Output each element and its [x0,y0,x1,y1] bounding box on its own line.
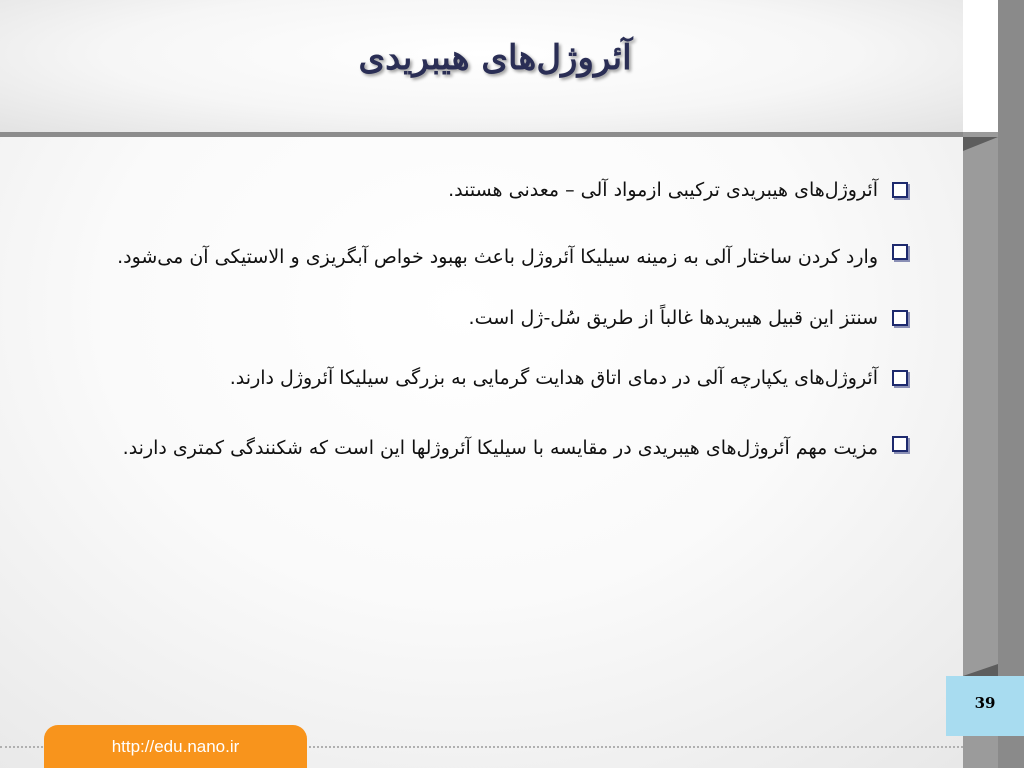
bullet-text: سنتز این قبیل هیبریدها غالباً از طریق سُل-ژل است. [468,307,878,329]
list-item [30,358,910,398]
checkbox-bullet-icon [892,182,908,198]
list-item [30,170,910,210]
list-item [30,224,910,290]
corner-fold-bottom [963,664,998,676]
checkbox-bullet-icon [892,244,908,260]
list-item [30,416,910,480]
bullet-text: آئروژل‌های یکپارچه آلی در دمای اتاق هدایت گرمایی به بزرگی سیلیکا آئروژل دارند. [229,367,878,389]
footer-url-link[interactable]: http://edu.nano.ir [111,737,240,756]
list-item [30,298,910,338]
right-top-strip [963,0,998,132]
checkbox-bullet-icon [892,370,908,386]
bullet-text: مزیت مهم آئروژل‌های هیبریدی در مقایسه با سیلیکا آئروژلها این است که شکنندگی کمتری دارند. [122,437,878,459]
bullet-text: آئروژل‌های هیبریدی ترکیبی ازمواد آلی – معدنی هستند. [448,179,878,201]
checkbox-bullet-icon [892,436,908,452]
page-number: 39 [974,694,996,712]
bullet-list [30,170,910,488]
corner-fold-top [963,137,998,151]
slide-title: آئروژل‌های هیبریدی [358,38,632,78]
title-divider [0,132,998,137]
checkbox-bullet-icon [892,310,908,326]
right-side-bar-dark [998,0,1024,768]
bullet-text: وارد کردن ساختار آلی به زمینه سیلیکا آئروژل باعث بهبود خواص آبگریزی و الاستیکی آن می‌شود. [117,246,878,268]
